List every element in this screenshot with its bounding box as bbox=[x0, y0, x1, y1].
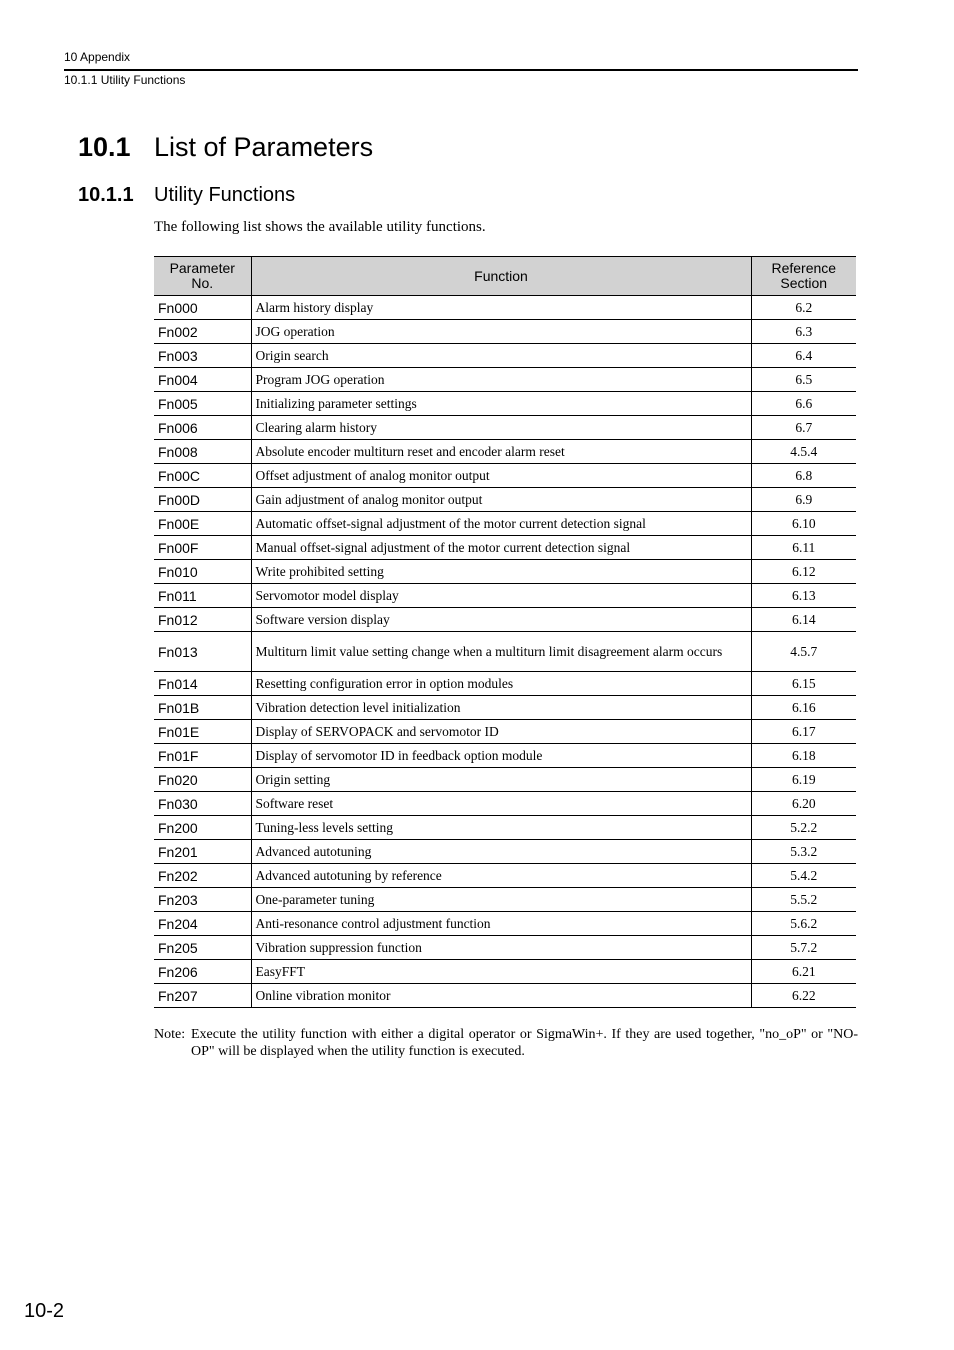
cell-parameter-no: Fn002 bbox=[154, 320, 251, 344]
table-body bbox=[154, 296, 856, 1008]
cell-parameter-no: Fn00F bbox=[154, 536, 251, 560]
page-number: 10-2 bbox=[24, 1300, 65, 1322]
cell-parameter-no: Fn030 bbox=[154, 792, 251, 816]
cell-reference-section: 6.18 bbox=[751, 744, 856, 768]
cell-reference-section: 6.20 bbox=[751, 792, 856, 816]
cell-function: Tuning-less levels setting bbox=[251, 816, 751, 840]
table-row bbox=[154, 888, 856, 912]
intro-paragraph: The following list shows the available utility functions. bbox=[154, 219, 486, 235]
cell-function: Write prohibited setting bbox=[251, 560, 751, 584]
cell-function: Display of SERVOPACK and servomotor ID bbox=[251, 720, 751, 744]
table-row bbox=[154, 296, 856, 320]
table-row bbox=[154, 560, 856, 584]
table-row bbox=[154, 720, 856, 744]
cell-parameter-no: Fn207 bbox=[154, 984, 251, 1008]
cell-parameter-no: Fn006 bbox=[154, 416, 251, 440]
cell-function: Advanced autotuning bbox=[251, 840, 751, 864]
cell-function: Software version display bbox=[251, 608, 751, 632]
column-header-parameter-no: Parameter No. bbox=[154, 257, 251, 296]
running-header-section: 10.1.1 Utility Functions bbox=[64, 73, 186, 87]
table-row bbox=[154, 440, 856, 464]
table-row bbox=[154, 840, 856, 864]
cell-reference-section: 5.4.2 bbox=[751, 864, 856, 888]
cell-function: One-parameter tuning bbox=[251, 888, 751, 912]
cell-reference-section: 6.2 bbox=[751, 296, 856, 320]
table-row bbox=[154, 632, 856, 672]
table-row bbox=[154, 744, 856, 768]
heading2-number: 10.1.1 bbox=[78, 184, 134, 206]
cell-reference-section: 6.12 bbox=[751, 560, 856, 584]
table-row bbox=[154, 608, 856, 632]
cell-function: Vibration suppression function bbox=[251, 936, 751, 960]
cell-reference-section: 6.8 bbox=[751, 464, 856, 488]
heading1-title: List of Parameters bbox=[154, 132, 374, 162]
cell-function: Manual offset-signal adjustment of the motor current detection signal bbox=[251, 536, 751, 560]
cell-function: Origin setting bbox=[251, 768, 751, 792]
cell-function: Initializing parameter settings bbox=[251, 392, 751, 416]
heading2-title: Utility Functions bbox=[154, 184, 296, 206]
cell-parameter-no: Fn003 bbox=[154, 344, 251, 368]
cell-function: Servomotor model display bbox=[251, 584, 751, 608]
cell-reference-section: 6.16 bbox=[751, 696, 856, 720]
cell-reference-section: 6.5 bbox=[751, 368, 856, 392]
table-row bbox=[154, 368, 856, 392]
table-row bbox=[154, 344, 856, 368]
table-row bbox=[154, 584, 856, 608]
cell-parameter-no: Fn004 bbox=[154, 368, 251, 392]
cell-function: Online vibration monitor bbox=[251, 984, 751, 1008]
cell-parameter-no: Fn00C bbox=[154, 464, 251, 488]
cell-parameter-no: Fn202 bbox=[154, 864, 251, 888]
column-header-function: Function bbox=[251, 257, 751, 296]
heading-list-of-parameters bbox=[78, 132, 373, 163]
cell-function: JOG operation bbox=[251, 320, 751, 344]
cell-reference-section: 6.19 bbox=[751, 768, 856, 792]
table-row bbox=[154, 768, 856, 792]
table-row bbox=[154, 792, 856, 816]
cell-parameter-no: Fn01E bbox=[154, 720, 251, 744]
heading1-number: 10.1 bbox=[78, 132, 131, 162]
cell-function: Display of servomotor ID in feedback option module bbox=[251, 744, 751, 768]
cell-reference-section: 6.6 bbox=[751, 392, 856, 416]
cell-reference-section: 6.13 bbox=[751, 584, 856, 608]
cell-parameter-no: Fn005 bbox=[154, 392, 251, 416]
table-row bbox=[154, 960, 856, 984]
cell-function: Program JOG operation bbox=[251, 368, 751, 392]
table-row bbox=[154, 864, 856, 888]
cell-function: Origin search bbox=[251, 344, 751, 368]
cell-parameter-no: Fn204 bbox=[154, 912, 251, 936]
cell-reference-section: 6.11 bbox=[751, 536, 856, 560]
table-row bbox=[154, 512, 856, 536]
cell-function: Advanced autotuning by reference bbox=[251, 864, 751, 888]
header-rule bbox=[64, 69, 858, 71]
table-row bbox=[154, 416, 856, 440]
cell-reference-section: 5.2.2 bbox=[751, 816, 856, 840]
cell-function: Offset adjustment of analog monitor output bbox=[251, 464, 751, 488]
cell-parameter-no: Fn01F bbox=[154, 744, 251, 768]
heading-utility-functions bbox=[78, 184, 295, 207]
note bbox=[154, 1026, 858, 1060]
cell-parameter-no: Fn200 bbox=[154, 816, 251, 840]
cell-function: Software reset bbox=[251, 792, 751, 816]
cell-reference-section: 6.9 bbox=[751, 488, 856, 512]
cell-function: Gain adjustment of analog monitor output bbox=[251, 488, 751, 512]
cell-reference-section: 6.14 bbox=[751, 608, 856, 632]
cell-function: Alarm history display bbox=[251, 296, 751, 320]
cell-function: Clearing alarm history bbox=[251, 416, 751, 440]
note-label: Note: bbox=[154, 1027, 186, 1042]
cell-reference-section: 6.7 bbox=[751, 416, 856, 440]
cell-reference-section: 6.17 bbox=[751, 720, 856, 744]
cell-reference-section: 6.15 bbox=[751, 672, 856, 696]
cell-parameter-no: Fn000 bbox=[154, 296, 251, 320]
running-header-chapter: 10 Appendix bbox=[64, 50, 131, 64]
cell-parameter-no: Fn00D bbox=[154, 488, 251, 512]
cell-parameter-no: Fn014 bbox=[154, 672, 251, 696]
table-row bbox=[154, 936, 856, 960]
cell-reference-section: 6.10 bbox=[751, 512, 856, 536]
cell-parameter-no: Fn206 bbox=[154, 960, 251, 984]
cell-parameter-no: Fn205 bbox=[154, 936, 251, 960]
cell-parameter-no: Fn010 bbox=[154, 560, 251, 584]
table-row bbox=[154, 464, 856, 488]
table-row bbox=[154, 488, 856, 512]
cell-parameter-no: Fn00E bbox=[154, 512, 251, 536]
cell-function: Resetting configuration error in option modules bbox=[251, 672, 751, 696]
table-row bbox=[154, 984, 856, 1008]
table-row bbox=[154, 696, 856, 720]
cell-reference-section: 5.7.2 bbox=[751, 936, 856, 960]
cell-parameter-no: Fn203 bbox=[154, 888, 251, 912]
utility-functions-table bbox=[154, 256, 856, 1008]
cell-function: Vibration detection level initialization bbox=[251, 696, 751, 720]
cell-parameter-no: Fn020 bbox=[154, 768, 251, 792]
table-row bbox=[154, 912, 856, 936]
cell-parameter-no: Fn01B bbox=[154, 696, 251, 720]
table-row bbox=[154, 672, 856, 696]
cell-parameter-no: Fn012 bbox=[154, 608, 251, 632]
table-row bbox=[154, 392, 856, 416]
cell-reference-section: 5.6.2 bbox=[751, 912, 856, 936]
cell-reference-section: 5.3.2 bbox=[751, 840, 856, 864]
cell-parameter-no: Fn008 bbox=[154, 440, 251, 464]
cell-function: Automatic offset-signal adjustment of the motor current detection signal bbox=[251, 512, 751, 536]
cell-function: EasyFFT bbox=[251, 960, 751, 984]
cell-reference-section: 6.4 bbox=[751, 344, 856, 368]
cell-parameter-no: Fn011 bbox=[154, 584, 251, 608]
column-header-reference-section: Reference Section bbox=[751, 257, 856, 296]
cell-reference-section: 6.3 bbox=[751, 320, 856, 344]
cell-function: Absolute encoder multiturn reset and encoder alarm reset bbox=[251, 440, 751, 464]
cell-parameter-no: Fn201 bbox=[154, 840, 251, 864]
cell-reference-section: 5.5.2 bbox=[751, 888, 856, 912]
cell-reference-section: 4.5.4 bbox=[751, 440, 856, 464]
cell-reference-section: 4.5.7 bbox=[751, 632, 856, 672]
table-header-row bbox=[154, 257, 856, 296]
table-row bbox=[154, 320, 856, 344]
cell-reference-section: 6.22 bbox=[751, 984, 856, 1008]
note-text: Execute the utility function with either a digital operator or SigmaWin+. If they are used together, "no_oP" or "NO-OP" will be displayed when the utility function is executed. bbox=[191, 1027, 858, 1059]
cell-reference-section: 6.21 bbox=[751, 960, 856, 984]
table-row bbox=[154, 536, 856, 560]
table-row bbox=[154, 816, 856, 840]
cell-function: Multiturn limit value setting change when a multiturn limit disagreement alarm occurs bbox=[251, 632, 751, 672]
cell-parameter-no: Fn013 bbox=[154, 632, 251, 672]
cell-function: Anti-resonance control adjustment function bbox=[251, 912, 751, 936]
